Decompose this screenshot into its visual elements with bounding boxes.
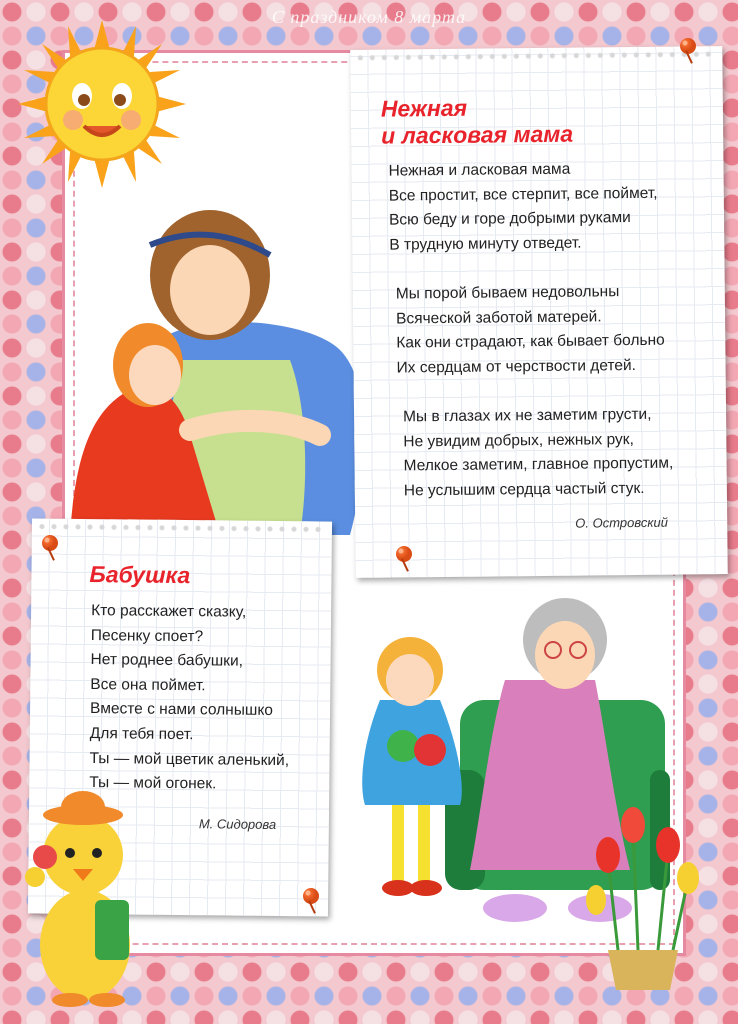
- poem-line: Нет роднее бабушки,: [90, 651, 244, 670]
- stanza: [403, 403, 674, 504]
- header-text: С праздником 8 марта: [271, 6, 467, 27]
- poem-line: Кто расскажет сказку,: [91, 602, 247, 621]
- pushpin-icon: [303, 888, 319, 904]
- stanza: [89, 599, 291, 798]
- poem-card-mama: [350, 46, 728, 578]
- stanza: [388, 157, 658, 258]
- poem-author: М. Сидорова: [198, 816, 277, 833]
- poem-line: Всю беду и горе добрыми руками: [388, 209, 631, 229]
- poem-line: Нежная и ласковая мама: [388, 160, 571, 180]
- card-perforation: [38, 523, 326, 534]
- mother-daughter-illustration: [70, 200, 370, 535]
- poem-title-mama: [381, 94, 574, 150]
- poem-line: Всяческой заботой матерей.: [395, 307, 602, 328]
- poem-line: Для тебя поет.: [89, 725, 194, 744]
- poem-author: О. Островский: [575, 514, 668, 531]
- poem-line: Все простит, все стерпит, все поймет,: [388, 184, 658, 205]
- poem-line: Ты — мой цветик аленький,: [89, 749, 290, 769]
- card-perforation: [356, 50, 716, 62]
- poem-line: Не увидим добрых, нежных рук,: [403, 430, 634, 451]
- stanza: [396, 280, 665, 381]
- poem-line: Как они страдают, как бывает больно: [396, 331, 665, 352]
- poem-title-babushka: Бабушка: [89, 561, 191, 589]
- chick-icon: [15, 785, 145, 1010]
- poem-line: Их сердцам от черствости детей.: [396, 356, 636, 377]
- poem-line: Все она поймет.: [90, 675, 206, 695]
- poem-line: Песенку споет?: [90, 626, 204, 645]
- poem-line: Мелкое заметим, главное пропустим,: [403, 454, 674, 475]
- poem-line: Ты — мой огонек.: [89, 774, 217, 793]
- poem-line: Мы порой бываем недовольны: [395, 283, 620, 303]
- poem-line: В трудную минуту отведет.: [389, 234, 582, 254]
- tulip-bouquet-icon: [578, 800, 708, 995]
- sun-icon: [18, 20, 186, 188]
- pushpin-icon: [680, 38, 696, 54]
- poem-title-line: и ласковая мама: [381, 120, 574, 149]
- pushpin-icon: [396, 546, 412, 562]
- pushpin-icon: [42, 535, 58, 551]
- poem-line: Не услышим сердца частый стук.: [403, 479, 645, 500]
- poem-title-line: Нежная: [380, 94, 468, 122]
- poem-line: Мы в глазах их не заметим грусти,: [403, 405, 652, 426]
- poem-line: Вместе с нами солнышко: [89, 700, 274, 720]
